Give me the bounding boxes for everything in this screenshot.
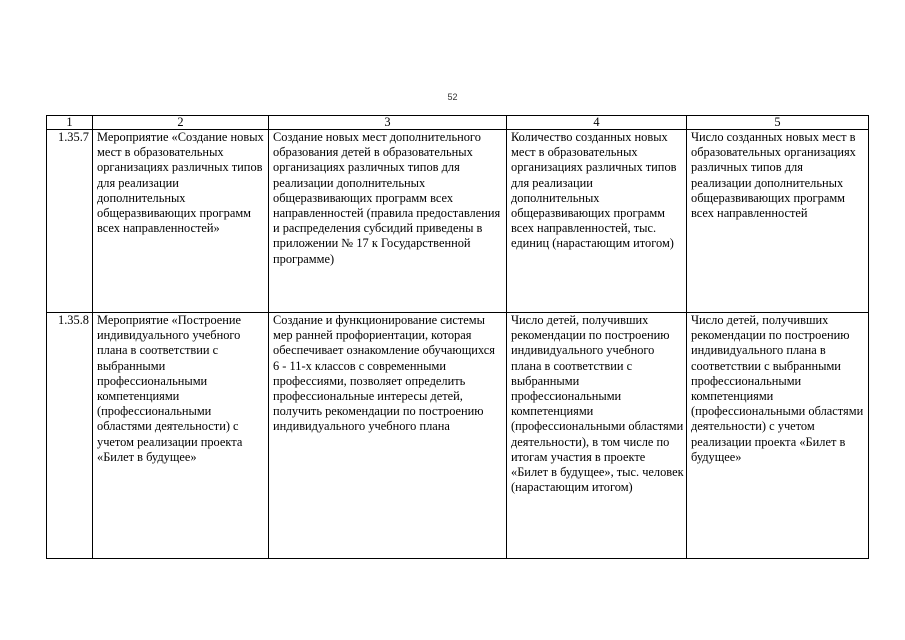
- program-measures-table: [46, 115, 869, 559]
- page-number: 52: [447, 92, 458, 102]
- result-cell: Число созданных новых мест в образовательных организациях различных типов для реализации дополнительных общеразвивающих программ всех направленностей: [687, 130, 869, 313]
- column-header-5: 5: [687, 116, 869, 130]
- row-number-cell: 1.35.8: [47, 313, 93, 559]
- table-header-row: [47, 116, 869, 130]
- event-name-cell: Мероприятие «Построение индивидуального учебного плана в соответствии с выбранными профессиональными компетенциями (профессиональными областями деятельности) с учетом реализации проекта «Билет в будущее»: [93, 313, 269, 559]
- event-description-cell: Создание и функционирование системы мер ранней профориентации, которая обеспечивает ознакомление обучающихся 6 - 11-х классов с современными профессиями, позволяет определить профессиональные интересы детей, получить рекомендации по построению индивидуального учебного плана: [269, 313, 507, 559]
- column-header-3: 3: [269, 116, 507, 130]
- row-number-cell: 1.35.7: [47, 130, 93, 313]
- event-description-cell: Создание новых мест дополнительного образования детей в образовательных организациях различных типов для реализации дополнительных общеразвивающих программ всех направленностей (правила предоставления и распределения субсидий приведены в приложении № 17 к Государственной программе): [269, 130, 507, 313]
- column-header-4: 4: [507, 116, 687, 130]
- event-name-cell: Мероприятие «Создание новых мест в образовательных организациях различных типов для реализации дополнительных общеразвивающих программ всех направленностей»: [93, 130, 269, 313]
- indicator-cell: Число детей, получивших рекомендации по построению индивидуального учебного плана в соответствии с выбранными профессиональными компетенциями (профессиональными областями деятельности), в том числе по итогам участия в проекте «Билет в будущее», тыс. человек (нарастающим итогом): [507, 313, 687, 559]
- result-cell: Число детей, получивших рекомендации по построению индивидуального плана в соответствии с выбранными профессиональными компетенциями (профессиональными областями деятельности) с учетом реализации проекта «Билет в будущее»: [687, 313, 869, 559]
- table-row: [47, 130, 869, 313]
- column-header-1: 1: [47, 116, 93, 130]
- table-row: [47, 313, 869, 559]
- column-header-2: 2: [93, 116, 269, 130]
- indicator-cell: Количество созданных новых мест в образовательных организациях различных типов для реализации дополнительных общеразвивающих программ всех направленностей, тыс. единиц (нарастающим итогом): [507, 130, 687, 313]
